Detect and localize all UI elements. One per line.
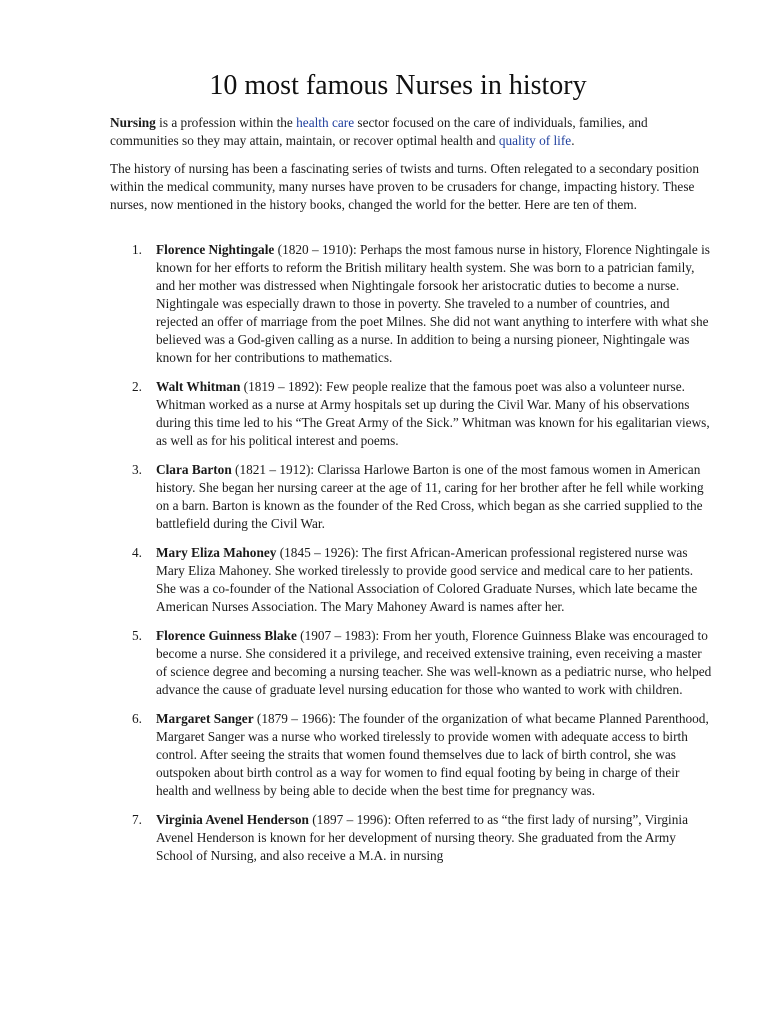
nurse-description: (1897 – 1996): Often referred to as “the first lady of nursing”, Virginia Avenel Henderson is known for her development of nursing theory. She graduated from the Army School of Nursing, and also receive a M.A. in nursing <box>156 812 688 863</box>
intro-text-1: is a profession within the <box>155 115 297 130</box>
nurse-name: Florence Nightingale <box>156 242 275 257</box>
quality-of-life-link[interactable]: quality of life <box>498 133 572 148</box>
list-item <box>110 241 714 367</box>
nurse-name: Mary Eliza Mahoney <box>156 545 277 560</box>
list-item <box>110 544 714 616</box>
list-item-number: 1. <box>132 242 142 257</box>
nurse-description: (1879 – 1966): The founder of the organization of what became Planned Parenthood, Margaret Sanger was a nurse who worked tirelessly to provide women with adequate access to birth control. After seeing the straits that women found themselves due to lack of birth control, she was outspoken about birth control as a way for women to find equal footing by being in charge of their health and wellness by being able to decide when the best time for pregnancy was. <box>156 711 709 798</box>
list-item-number: 7. <box>132 812 142 827</box>
page-title-text: 10 most famous Nurses in history <box>209 70 587 101</box>
list-item-number: 5. <box>132 628 142 643</box>
nurse-name: Clara Barton <box>156 462 232 477</box>
nurse-name: Virginia Avenel Henderson <box>156 812 309 827</box>
list-item-number: 2. <box>132 379 142 394</box>
list-item-number: 6. <box>132 711 142 726</box>
history-paragraph: The history of nursing has been a fascinating series of twists and turns. Often relegated to a secondary position within the medical community, many nurses have proven to be crusaders for change, impacting history. These nurses, now mentioned in the history books, changed the world for the better. Here are ten of them. <box>110 161 699 212</box>
intro-text-3: . <box>571 133 575 148</box>
list-item-number: 3. <box>132 462 142 477</box>
intro-term: Nursing <box>110 115 156 130</box>
list-item <box>110 378 714 450</box>
nurse-description: (1845 – 1926): The first African-American professional registered nurse was Mary Eliza Mahoney. She worked tirelessly to provide good service and medical care to her patients. She was a co-founder of the National Association of Colored Graduate Nurses, which late became the American Nurses Association. The Mary Mahoney Award is names after her. <box>156 545 698 614</box>
list-item-number: 4. <box>132 545 142 560</box>
nurse-name: Margaret Sanger <box>156 711 254 726</box>
nurses-list <box>110 241 714 876</box>
nurse-description: (1819 – 1892): Few people realize that the famous poet was also a volunteer nurse. Whitman worked as a nurse at Army hospitals set up during the Civil War. Many of his observations during this time led to his “The Great Army of the Sick.” Whitman was known for his egalitarian views, as well as for his political interest and poems. <box>156 379 710 448</box>
nurse-name: Florence Guinness Blake <box>156 628 297 643</box>
nurse-name: Walt Whitman <box>156 379 241 394</box>
nurse-description: (1820 – 1910): Perhaps the most famous nurse in history, Florence Nightingale is known for her efforts to reform the British military health system. She was born to a patrician family, and her mother was distressed when Nightingale forsook her aristocratic duties to become a nurse. Nightingale was especially drawn to those in poverty. She traveled to a number of countries, and rejected an offer of marriage from the poet Milnes. She did not want anything to interfere with what she believed was a God-given calling as a nurse. In addition to being a nursing pioneer, Nightingale was known for her contributions to mathematics. <box>156 242 710 365</box>
list-item <box>110 811 714 865</box>
nurse-description: (1907 – 1983): From her youth, Florence Guinness Blake was encouraged to become a nurse. She considered it a privilege, and received extensive training, even receiving a master of science degree and becoming a nursing teacher. She was well-known as a pediatric nurse, who helped advance the cause of graduate level nursing education for those who wanted to work with children. <box>156 628 712 697</box>
health-care-link[interactable]: health care <box>296 115 355 130</box>
nurse-description: (1821 – 1912): Clarissa Harlowe Barton is one of the most famous women in American history. She began her nursing career at the age of 11, caring for her brother after he fell while working on a barn. Barton is known as the founder of the Red Cross, which began as she carried supplied to the battlefield during the Civil War. <box>156 462 704 531</box>
intro-text-2: sector focused on the care of individuals, families, and communities so they may attain, maintain, or recover optimal health and <box>110 115 648 148</box>
page-title <box>0 70 768 102</box>
list-item <box>110 627 714 699</box>
list-item <box>110 710 714 800</box>
list-item <box>110 461 714 533</box>
intro-paragraph <box>110 114 710 150</box>
